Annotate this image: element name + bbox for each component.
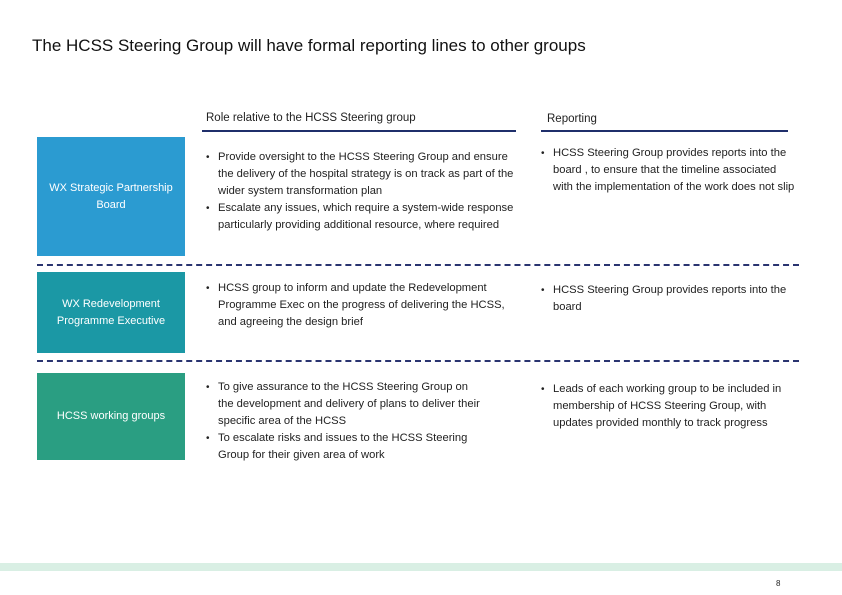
role-bullet: • HCSS group to inform and update the Redevelopment Programme Exec on the progress of delivering the HCSS, and agreeing the design brief xyxy=(206,280,524,331)
reporting-header-underline xyxy=(541,130,788,132)
role-cell xyxy=(206,379,486,464)
role-column-header: Role relative to the HCSS Steering group xyxy=(206,112,416,124)
reporting-bullet: • Leads of each working group to be included in membership of HCSS Steering Group, with updates provided monthly to track progress xyxy=(541,381,799,432)
role-bullet: • Provide oversight to the HCSS Steering Group and ensure the delivery of the hospital strategy is on track as part of the wider system transformation plan xyxy=(206,149,526,200)
role-bullet: • To escalate risks and issues to the HCSS Steering Group for their given area of work xyxy=(206,430,486,464)
role-cell xyxy=(206,280,524,331)
reporting-cell xyxy=(541,381,799,432)
role-cell xyxy=(206,149,526,234)
role-bullet: • To give assurance to the HCSS Steering Group on the development and delivery of plans to deliver their specific area of the HCSS xyxy=(206,379,486,430)
row-divider xyxy=(37,264,799,266)
reporting-column-header: Reporting xyxy=(547,113,597,125)
group-label: HCSS working groups xyxy=(56,410,166,422)
reporting-cell xyxy=(541,145,799,196)
row-divider xyxy=(37,360,799,362)
group-box-redevelopment-programme-executive xyxy=(37,272,185,353)
page-number: 8 xyxy=(776,579,781,588)
role-bullet: • Escalate any issues, which require a system-wide response particularly providing additional resource, where required xyxy=(206,200,526,234)
group-label: WX Strategic Partnership Board xyxy=(49,181,173,211)
reporting-bullet: • HCSS Steering Group provides reports into the board , to ensure that the timeline associated with the implementation of the work does not slip xyxy=(541,145,799,196)
role-header-underline xyxy=(202,130,516,132)
reporting-bullet: • HCSS Steering Group provides reports into the board xyxy=(541,282,799,316)
group-label: WX Redevelopment Programme Executive xyxy=(56,297,166,327)
page-title: The HCSS Steering Group will have formal reporting lines to other groups xyxy=(32,36,586,55)
group-box-strategic-partnership-board xyxy=(37,137,185,256)
group-box-hcss-working-groups xyxy=(37,373,185,460)
reporting-cell xyxy=(541,282,799,316)
footer-band xyxy=(0,563,842,571)
